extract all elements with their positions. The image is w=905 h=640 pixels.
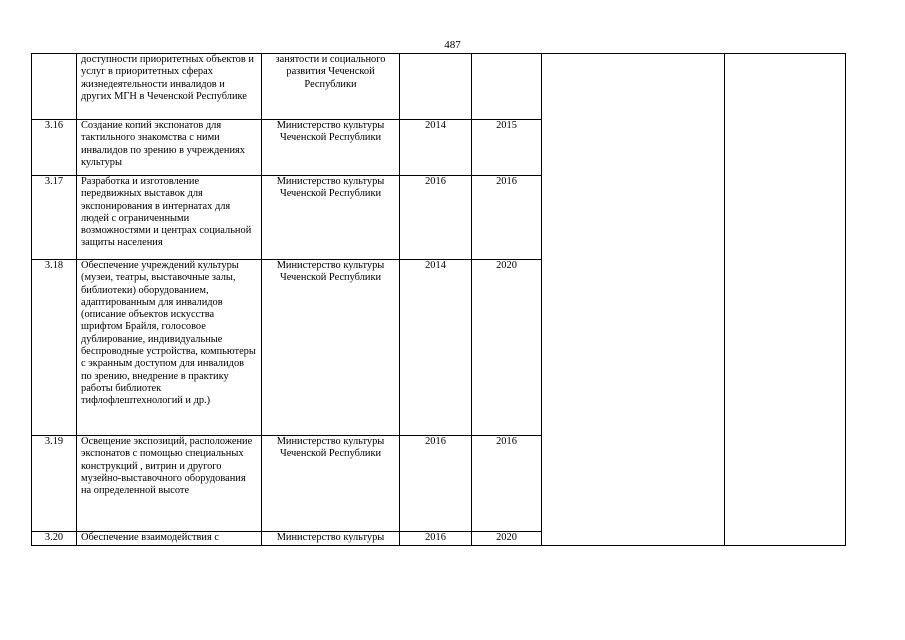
end-year-cell: 2016: [472, 436, 542, 532]
start-year-cell: 2014: [400, 120, 472, 176]
event-cell: Освещение экспозиций, расположение экспонатов с помощью специальных конструкций , витрин и другого музейно-выставочного оборудования на определенной высоте: [77, 436, 262, 532]
executor-cell: занятости и социального развития Чеченской Республики: [262, 54, 400, 120]
executor-cell: Министерство культуры Чеченской Республики: [262, 120, 400, 176]
start-year-cell: 2014: [400, 260, 472, 436]
page-number: 487: [444, 39, 461, 51]
event-cell: Обеспечение взаимодействия с: [77, 532, 262, 546]
merged-empty-cell-b: [725, 54, 846, 546]
executor-cell: Министерство культуры Чеченской Республики: [262, 260, 400, 436]
start-year-cell: 2016: [400, 532, 472, 546]
table-row: [32, 54, 846, 120]
event-cell: Разработка и изготовление передвижных выставок для экспонирования в интернатах для людей с ограниченными возможностями и центрах социальной защиты населения: [77, 176, 262, 260]
end-year-cell: 2016: [472, 176, 542, 260]
end-year-cell: [472, 54, 542, 120]
row-number: 3.19: [32, 436, 77, 532]
executor-cell: Министерство культуры Чеченской Республики: [262, 436, 400, 532]
start-year-cell: [400, 54, 472, 120]
row-number: 3.18: [32, 260, 77, 436]
event-cell: Создание копий экспонатов для тактильного знакомства с ними инвалидов по зрению в учреждениях культуры: [77, 120, 262, 176]
end-year-cell: 2015: [472, 120, 542, 176]
start-year-cell: 2016: [400, 176, 472, 260]
measures-table: [31, 53, 846, 546]
row-number: [32, 54, 77, 120]
end-year-cell: 2020: [472, 260, 542, 436]
row-number: 3.17: [32, 176, 77, 260]
end-year-cell: 2020: [472, 532, 542, 546]
executor-cell: Министерство культуры: [262, 532, 400, 546]
start-year-cell: 2016: [400, 436, 472, 532]
event-cell: Обеспечение учреждений культуры (музеи, театры, выставочные залы, библиотеки) оборудованием, адаптированным для инвалидов (описание объектов искусства шрифтом Брайля, голосовое дублирование, индивидуальные беспроводные устройства, компьютеры с экранным доступом для инвалидов по зрению, внедрение в практику работы библиотек тифлофлештехнологий и др.): [77, 260, 262, 436]
event-cell: доступности приоритетных объектов и услуг в приоритетных сферах жизнедеятельности инвалидов и других МГН в Чеченской Республике: [77, 54, 262, 120]
row-number: 3.20: [32, 532, 77, 546]
merged-empty-cell-a: [542, 54, 725, 546]
row-number: 3.16: [32, 120, 77, 176]
executor-cell: Министерство культуры Чеченской Республики: [262, 176, 400, 260]
